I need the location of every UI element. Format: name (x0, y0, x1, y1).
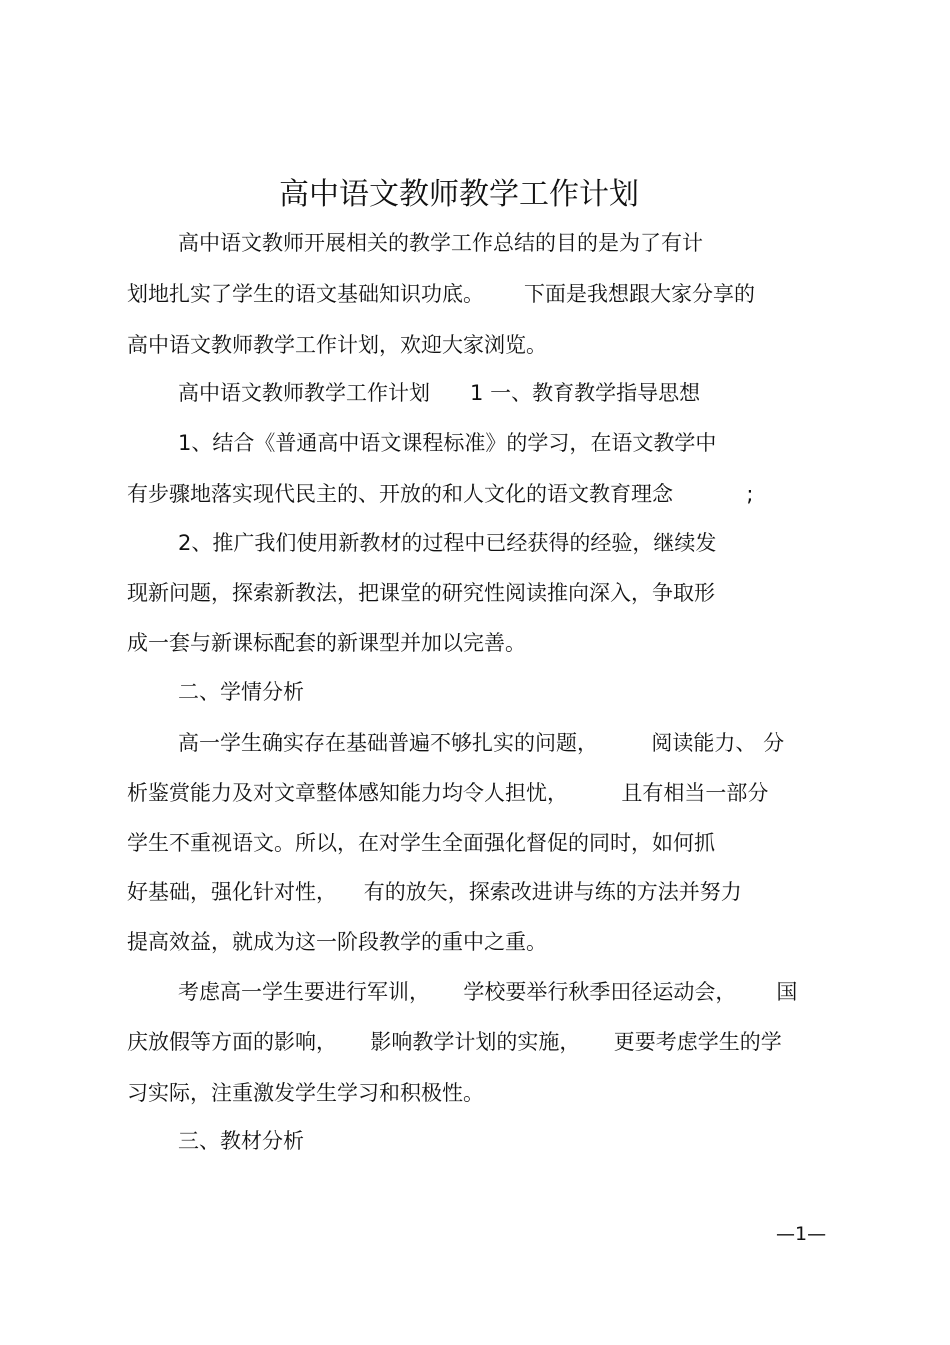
paragraph-line: 1、结合《普通高中语文课程标准》的学习，在语文教学中 (178, 431, 717, 455)
paragraph-line: 高中语文教师教学工作计划 1 一、教育教学指导思想 (178, 381, 701, 405)
paragraph-line: 成一套与新课标配套的新课型并加以完善。 (127, 631, 526, 655)
paragraph-line: 高中语文教师教学工作计划，欢迎大家浏览。 (127, 333, 547, 357)
paragraph-line: 好基础，强化针对性， 有的放矢，探索改进讲与练的方法并努力 (127, 880, 742, 904)
paragraph-line: 现新问题，探索新教法，把课堂的研究性阅读推向深入，争取形 (127, 581, 715, 605)
section-heading: 三、教材分析 (178, 1129, 304, 1153)
paragraph-line: 习实际，注重激发学生学习和积极性。 (127, 1081, 484, 1105)
section-heading: 二、学情分析 (178, 680, 304, 704)
paragraph-line: 高中语文教师开展相关的教学工作总结的目的是为了有计 (178, 231, 703, 255)
page-number: —1— (776, 1223, 827, 1245)
document-title: 高中语文教师教学工作计划 (279, 177, 639, 212)
paragraph-line: 学生不重视语文。所以，在对学生全面强化督促的同时，如何抓 (127, 831, 715, 855)
paragraph-line: 庆放假等方面的影响， 影响教学计划的实施， 更要考虑学生的学 (127, 1030, 782, 1054)
paragraph-line: 高一学生确实存在基础普遍不够扎实的问题， 阅读能力、 分 (178, 731, 785, 755)
paragraph-line: 考虑高一学生要进行军训， 学校要举行秋季田径运动会， 国 (178, 980, 798, 1004)
paragraph-line: 划地扎实了学生的语文基础知识功底。 下面是我想跟大家分享的 (127, 282, 756, 306)
paragraph-line: 析鉴赏能力及对文章整体感知能力均令人担忧， 且有相当一部分 (127, 781, 769, 805)
paragraph-line: 提高效益，就成为这一阶段教学的重中之重。 (127, 930, 547, 954)
paragraph-line: 有步骤地落实现代民主的、开放的和人文化的语文教育理念 ; (127, 482, 754, 506)
paragraph-line: 2、推广我们使用新教材的过程中已经获得的经验，继续发 (178, 531, 717, 555)
